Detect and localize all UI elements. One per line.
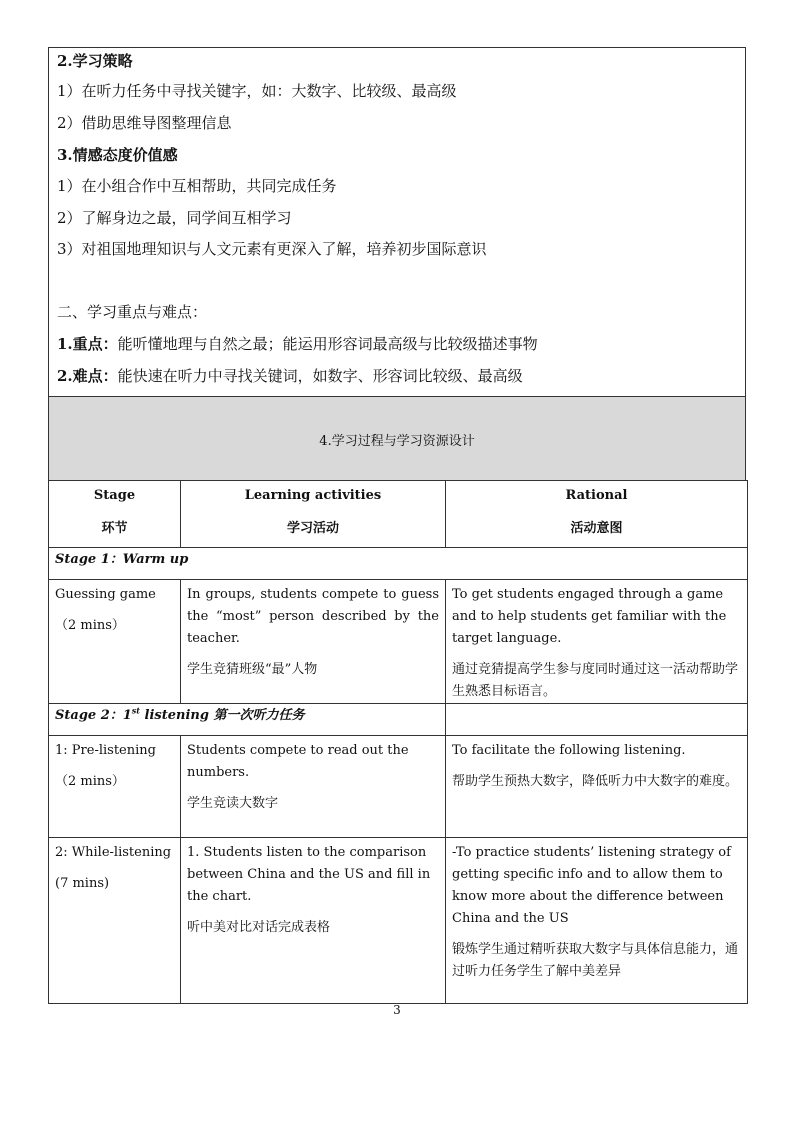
activity-zh: 学生竞读大数字	[187, 796, 279, 811]
rational-zh: 通过竞猜提高学生参与度同时通过这一活动帮助学生熟悉目标语言。	[452, 662, 739, 699]
key-point-line	[57, 334, 538, 354]
key-point-text: 能听懂地理与自然之最；能运用形容词最高级与比较级描述事物	[117, 335, 538, 353]
table-row	[49, 580, 748, 704]
stage2-suffix: listening 第一次听力任务	[140, 708, 305, 723]
header-stage	[49, 481, 181, 548]
objectives-section	[48, 47, 746, 396]
header-rational-en: Rational	[565, 488, 628, 503]
emotion-heading: 3.情感态度价值感	[57, 146, 178, 164]
difficulty-line	[57, 366, 523, 386]
table-header-row	[49, 481, 748, 548]
header-activities	[181, 481, 446, 548]
header-rational	[446, 481, 748, 548]
stage-name: 2: While-listening	[55, 845, 172, 860]
stage2-prefix: Stage 2：1	[55, 708, 132, 723]
empty-cell	[446, 704, 748, 736]
activity-zh: 学生竞猜班级“最”人物	[187, 662, 318, 677]
stage-name: Guessing game	[55, 587, 156, 602]
stage2-label	[49, 704, 446, 736]
process-band	[48, 396, 746, 481]
stage-cell	[49, 736, 181, 838]
stage-cell	[49, 838, 181, 1004]
header-activities-zh: 学习活动	[286, 521, 339, 536]
header-rational-zh: 活动意图	[570, 521, 623, 536]
key-points-heading: 二、学习重点与难点：	[57, 303, 208, 321]
stage-time: （2 mins）	[55, 618, 125, 633]
emotion-item: 2）了解身边之最，同学间互相学习	[57, 209, 292, 227]
stage-row	[49, 704, 748, 736]
lesson-table	[48, 480, 748, 1004]
header-activities-en: Learning activities	[244, 488, 382, 503]
difficulty-text: 能快速在听力中寻找关键词，如数字、形容词比较级、最高级	[117, 367, 523, 385]
emotion-item: 3）对祖国地理知识与人文元素有更深入了解，培养初步国际意识	[57, 240, 487, 258]
stage-row	[49, 548, 748, 580]
activity-cell	[181, 838, 446, 1004]
rational-zh: 锻炼学生通过精听获取大数字与具体信息能力，通过听力任务学生了解中美差异	[452, 942, 739, 979]
stage-time: (7 mins)	[55, 876, 110, 891]
band-title: 4.学习过程与学习资源设计	[319, 434, 475, 449]
table-row	[49, 736, 748, 838]
activity-cell	[181, 736, 446, 838]
activity-zh: 听中美对比对话完成表格	[187, 920, 331, 935]
rational-cell	[446, 838, 748, 1004]
rational-cell	[446, 736, 748, 838]
key-point-label: 1.重点：	[57, 335, 118, 353]
stage1-label: Stage 1：Warm up	[49, 548, 748, 580]
page-number: 3	[393, 1003, 401, 1017]
rational-en: To facilitate the following listening.	[452, 743, 686, 758]
strategy-item: 1）在听力任务中寻找关键字，如：大数字、比较级、最高级	[57, 82, 457, 100]
activity-cell	[181, 580, 446, 704]
rational-en: -To practice students’ listening strategy of getting specific info and to allow them to know more about the difference between China and the US	[452, 845, 731, 926]
emotion-item: 1）在小组合作中互相帮助，共同完成任务	[57, 177, 337, 195]
table-row	[49, 838, 748, 1004]
activity-en: 1. Students listen to the comparison between China and the US and fill in the chart.	[187, 845, 431, 904]
difficulty-label: 2.难点：	[57, 367, 118, 385]
activity-en: Students compete to read out the numbers.	[187, 743, 409, 780]
stage2-sup: st	[131, 705, 140, 716]
stage-cell	[49, 580, 181, 704]
stage-name: 1: Pre-listening	[55, 743, 156, 758]
strategy-heading: 2.学习策略	[57, 52, 133, 70]
header-stage-en: Stage	[93, 488, 136, 503]
stage-time: （2 mins）	[55, 774, 125, 789]
rational-zh: 帮助学生预热大数字，降低听力中大数字的难度。	[452, 774, 739, 789]
header-stage-zh: 环节	[101, 521, 128, 536]
rational-cell	[446, 580, 748, 704]
activity-en: In groups, students compete to guess the “most” person described by the teacher.	[187, 587, 439, 646]
rational-en: To get students engaged through a game and to help students get familiar with the target language.	[452, 587, 727, 646]
strategy-item: 2）借助思维导图整理信息	[57, 114, 232, 132]
